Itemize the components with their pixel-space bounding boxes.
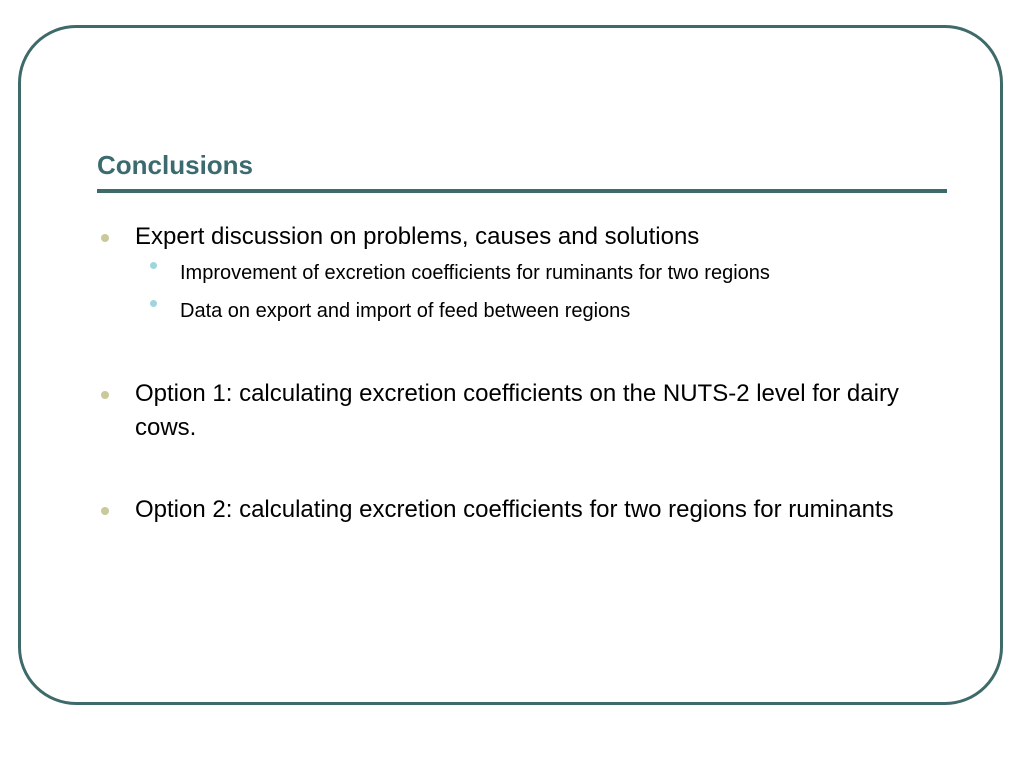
bullet-item — [96, 377, 946, 445]
bullet-icon — [101, 234, 109, 242]
slide-content — [96, 220, 946, 527]
bullet-text: Expert discussion on problems, causes and solutions — [135, 223, 700, 250]
bullet-item — [96, 220, 946, 254]
sub-bullet-icon — [150, 300, 157, 307]
sub-bullet-item — [96, 254, 946, 292]
sub-bullet-item — [96, 292, 946, 330]
bullet-text: Option 1: calculating excretion coefficients on the NUTS-2 level for dairy cows. — [135, 380, 899, 441]
bullet-icon — [101, 507, 109, 515]
sub-bullet-text: Data on export and import of feed between regions — [180, 300, 631, 322]
sub-bullet-icon — [150, 262, 157, 269]
sub-bullet-list — [96, 254, 946, 330]
bullet-item — [96, 493, 946, 527]
bullet-text: Option 2: calculating excretion coefficients for two regions for ruminants — [135, 496, 894, 523]
sub-bullet-text: Improvement of excretion coefficients for ruminants for two regions — [180, 262, 770, 284]
title-underline — [97, 189, 947, 193]
slide-title: Conclusions — [97, 150, 254, 180]
bullet-icon — [101, 391, 109, 399]
